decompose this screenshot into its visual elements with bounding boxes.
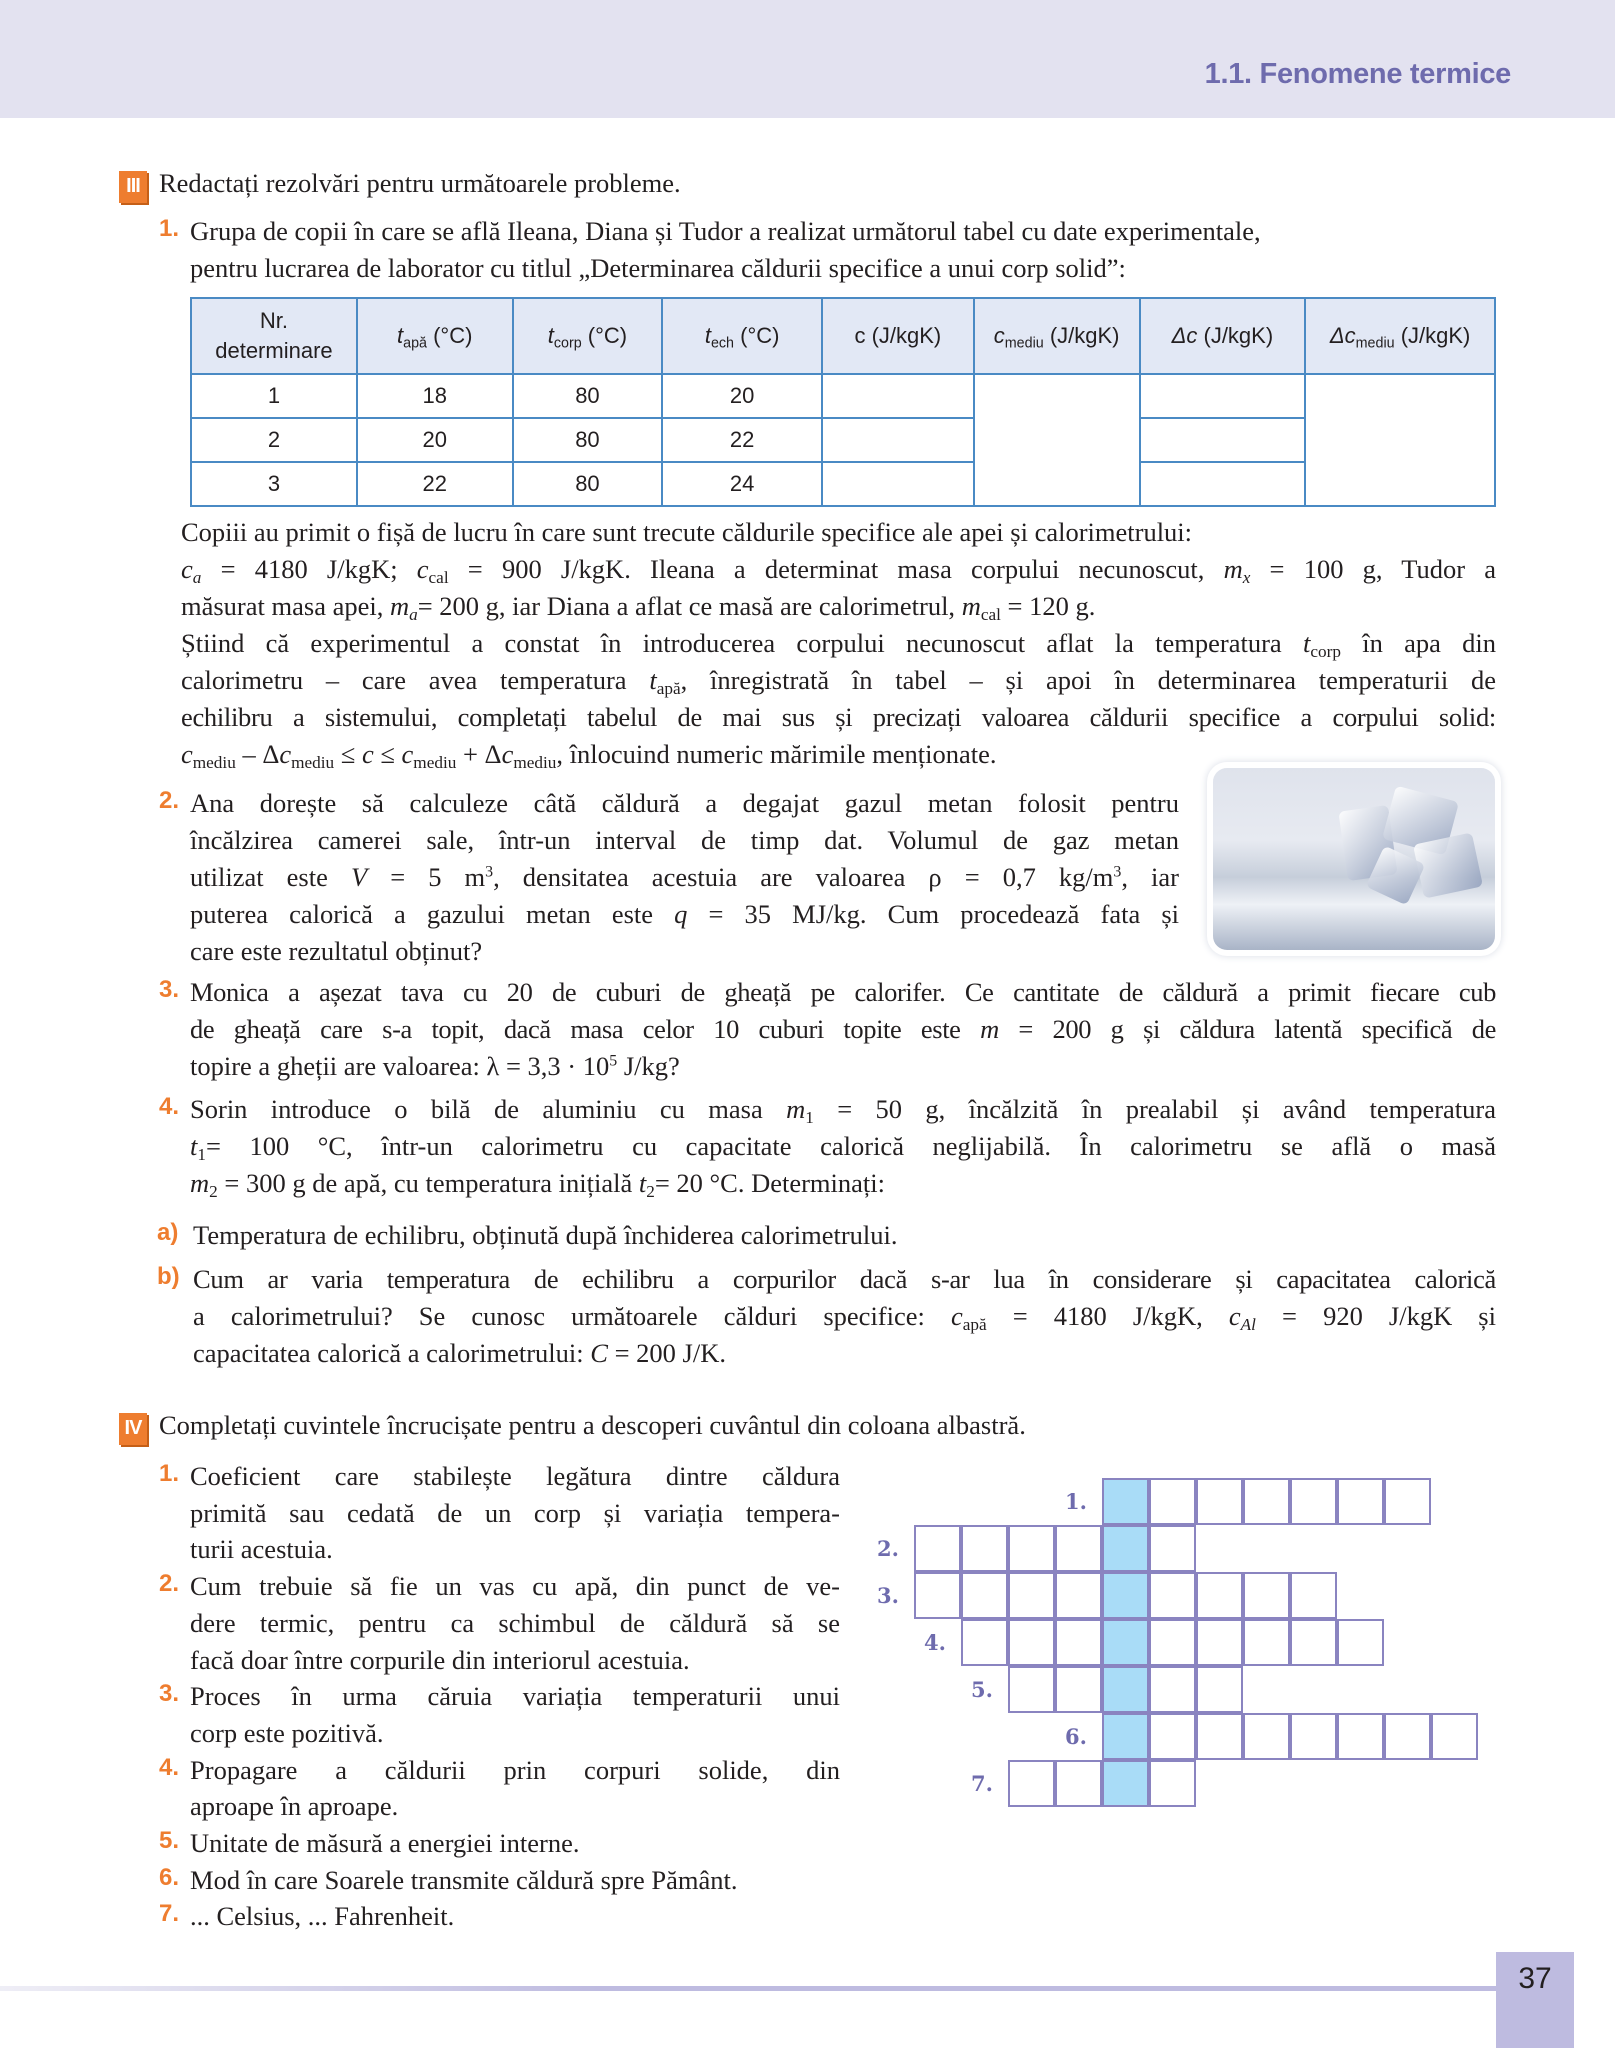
crossword-key-cell[interactable] bbox=[1102, 1666, 1149, 1713]
header-delta-c-mediu: $\Delta c_{mediu}$ (J/kgK) bbox=[1305, 298, 1495, 374]
section-iv-title: Completați cuvintele încrucișate pentru a descoperi cuvântul din coloana albastră. bbox=[159, 1410, 1026, 1440]
crossword-cell[interactable] bbox=[1008, 1760, 1055, 1807]
cell-delta-c-mediu[interactable] bbox=[1305, 374, 1495, 506]
cell-c-mediu[interactable] bbox=[974, 374, 1140, 506]
cell-t-corp: 80 bbox=[513, 418, 663, 462]
crossword-row-label: 5. bbox=[971, 1677, 993, 1702]
clue-text: Proces în urma căruia variația temperaturii unui corp este pozitivă. bbox=[190, 1681, 840, 1748]
cell-t-ech: 22 bbox=[662, 418, 822, 462]
header-band bbox=[0, 0, 1615, 118]
crossword-cell[interactable] bbox=[1337, 1619, 1384, 1666]
crossword-cell[interactable] bbox=[1149, 1666, 1196, 1713]
crossword-cell[interactable] bbox=[1337, 1478, 1384, 1525]
clue-number: 6. bbox=[159, 1863, 180, 1891]
crossword-cell[interactable] bbox=[1196, 1666, 1243, 1713]
crossword-key-cell[interactable] bbox=[1102, 1525, 1149, 1572]
clue-number: 2. bbox=[159, 1570, 180, 1598]
crossword-cell[interactable] bbox=[1337, 1713, 1384, 1760]
crossword-row-label: 6. bbox=[1065, 1724, 1087, 1749]
crossword-key-cell[interactable] bbox=[1102, 1760, 1149, 1807]
chapter-title: 1.1. Fenomene termice bbox=[1204, 58, 1511, 90]
clue-number: 4. bbox=[159, 1753, 180, 1781]
clue-text: Propagare a căldurii prin corpuri solide, din aproape în aproape. bbox=[190, 1754, 840, 1822]
section-iii-title: Redactați rezolvări pentru următoarele probleme. bbox=[159, 168, 681, 198]
problem-1-intro-line2: pentru lucrarea de laborator cu titlul „Determinarea căldurii specifice a unui corp solid”: bbox=[190, 253, 1126, 283]
ice-cubes-photo bbox=[1213, 768, 1495, 950]
crossword-row-label: 3. bbox=[877, 1583, 899, 1608]
section-badge-iii: III bbox=[119, 171, 147, 203]
footer-line bbox=[0, 1986, 1496, 1991]
cell-c[interactable] bbox=[822, 462, 974, 506]
header-delta-c: Δc (J/kgK) bbox=[1140, 298, 1306, 374]
crossword-row-label: 4. bbox=[924, 1630, 946, 1655]
clue-number: 5. bbox=[159, 1827, 180, 1854]
crossword-cell[interactable] bbox=[961, 1525, 1008, 1572]
crossword-cell[interactable] bbox=[1290, 1478, 1337, 1525]
page-number: 37 bbox=[1518, 1962, 1552, 1995]
crossword-cell[interactable] bbox=[1290, 1619, 1337, 1666]
clue-number: 1. bbox=[159, 1460, 180, 1487]
cell-t-ech: 20 bbox=[662, 374, 822, 418]
cell-t-apa: 22 bbox=[357, 462, 513, 506]
problem-number: 1. bbox=[159, 215, 180, 242]
clue-text: Unitate de măsură a energiei interne. bbox=[190, 1828, 580, 1858]
crossword-cell[interactable] bbox=[914, 1572, 961, 1619]
header-t-apa: $t_{apă}$ (°C) bbox=[357, 298, 513, 374]
cell-delta-c[interactable] bbox=[1140, 374, 1306, 418]
crossword-cell[interactable] bbox=[1196, 1478, 1243, 1525]
cell-t-corp: 80 bbox=[513, 462, 663, 506]
crossword-cell[interactable] bbox=[1196, 1619, 1243, 1666]
header-c-mediu: $c_{mediu}$ (J/kgK) bbox=[974, 298, 1140, 374]
clue-number: 7. bbox=[159, 1900, 180, 1928]
crossword-cell[interactable] bbox=[1055, 1760, 1102, 1807]
clue-number: 3. bbox=[159, 1680, 180, 1708]
crossword-cell[interactable] bbox=[1149, 1525, 1196, 1572]
cell-t-apa: 20 bbox=[357, 418, 513, 462]
crossword-cell[interactable] bbox=[1149, 1572, 1196, 1619]
cell-nr: 2 bbox=[191, 418, 357, 462]
page-number-box bbox=[1496, 1952, 1574, 2048]
problem-1-intro-line1: Grupa de copii în care se află Ileana, Diana și Tudor a realizat următorul tabel cu date experimentale, bbox=[190, 216, 1261, 246]
cell-t-ech: 24 bbox=[662, 462, 822, 506]
crossword-cell[interactable] bbox=[1149, 1760, 1196, 1807]
experiment-table bbox=[190, 297, 1496, 507]
header-nr-determinare: Nr. determinare bbox=[191, 298, 357, 374]
clue-text: Cum trebuie să fie un vas cu apă, din punct de ve- dere termic, pentru ca schimbul de căldură să se facă doar între corpurile din interiorul acestuia. bbox=[190, 1571, 840, 1675]
crossword-cell[interactable] bbox=[1149, 1478, 1196, 1525]
crossword-cell[interactable] bbox=[1055, 1666, 1102, 1713]
crossword-cell[interactable] bbox=[1196, 1713, 1243, 1760]
crossword-cell[interactable] bbox=[1243, 1572, 1290, 1619]
crossword-cell[interactable] bbox=[1384, 1713, 1431, 1760]
table-row bbox=[191, 418, 1495, 462]
crossword-cell[interactable] bbox=[1008, 1525, 1055, 1572]
header-t-corp: $t_{corp}$ (°C) bbox=[513, 298, 663, 374]
clue-text: Coeficient care stabilește legătura dintre căldura primită sau cedată de un corp și variația tempera- turii acestuia. bbox=[190, 1461, 840, 1565]
crossword-cell[interactable] bbox=[1149, 1713, 1196, 1760]
cell-c[interactable] bbox=[822, 374, 974, 418]
inequality-formula: $c_{mediu} - \Delta c_{mediu} \le c \le c_{mediu} + \Delta c_{mediu}$, înlocuind numeric mărimile menționate. bbox=[181, 739, 997, 773]
header-c: c (J/kgK) bbox=[822, 298, 974, 374]
crossword-cell[interactable] bbox=[1243, 1619, 1290, 1666]
crossword-cell[interactable] bbox=[1055, 1619, 1102, 1666]
table-row bbox=[191, 374, 1495, 418]
crossword-cell[interactable] bbox=[1055, 1525, 1102, 1572]
clue-text: ... Celsius, ... Fahrenheit. bbox=[190, 1901, 455, 1932]
crossword-row-label: 1. bbox=[1065, 1489, 1087, 1514]
crossword-cell[interactable] bbox=[1008, 1666, 1055, 1713]
crossword-cell[interactable] bbox=[961, 1619, 1008, 1666]
crossword-cell[interactable] bbox=[1243, 1478, 1290, 1525]
problem-1-body: Copiii au primit o fișă de lucru în care sunt trecute căldurile specifice ale apei și calorimetrului: $c_a = 4180$ J/kgK; $c_{cal} = 900$ J/kgK. Ileana a determinat masa corpului necunoscut, $m_x = 100$ g, Tudor a măsurat masa apei, $m_a= 200$ g, iar Diana a aflat ce masă are calorimetrul, $m_{cal} = 120$ g. Știind că experimentul a constat în introducerea corpului necunoscut aflat la temperatura $t_{corp}$ în apa din calorimetru – care avea temperatura $t_{apă}$, înregistrată în tabel – și apoi în determinarea temperaturii de echilibru a sistemului, completați tabelul de mai sus și precizați valoarea căldurii specifice a corpului solid: $c_{mediu} - \Delta c_{mediu} \le c \le c_{mediu} + \Delta c_{mediu}$, înlocuind numeric mărimile menționate. bbox=[181, 517, 1497, 773]
crossword-cell[interactable] bbox=[1431, 1713, 1478, 1760]
cell-delta-c[interactable] bbox=[1140, 462, 1306, 506]
cell-delta-c[interactable] bbox=[1140, 418, 1306, 462]
cell-nr: 3 bbox=[191, 462, 357, 506]
crossword-row-label: 7. bbox=[971, 1771, 993, 1796]
cell-nr: 1 bbox=[191, 374, 357, 418]
crossword-row-label: 2. bbox=[877, 1536, 899, 1561]
crossword-cell[interactable] bbox=[1149, 1619, 1196, 1666]
cell-t-corp: 80 bbox=[513, 374, 663, 418]
crossword-key-cell[interactable] bbox=[1102, 1478, 1149, 1525]
crossword-cell[interactable] bbox=[1384, 1478, 1431, 1525]
crossword-cell[interactable] bbox=[1055, 1572, 1102, 1619]
header-t-ech: $t_{ech}$ (°C) bbox=[662, 298, 822, 374]
section-badge-iv: IV bbox=[119, 1413, 147, 1445]
crossword-cell[interactable] bbox=[1008, 1619, 1055, 1666]
clue-text: Mod în care Soarele transmite căldură spre Pământ. bbox=[190, 1864, 738, 1895]
cell-t-apa: 18 bbox=[357, 374, 513, 418]
table-header-row bbox=[191, 298, 1495, 374]
crossword-cell[interactable] bbox=[1290, 1572, 1337, 1619]
table-row bbox=[191, 462, 1495, 506]
crossword-cell[interactable] bbox=[914, 1525, 961, 1572]
crossword-key-cell[interactable] bbox=[1102, 1713, 1149, 1760]
crossword-cell[interactable] bbox=[1290, 1713, 1337, 1760]
crossword-cell[interactable] bbox=[1196, 1572, 1243, 1619]
cell-c[interactable] bbox=[822, 418, 974, 462]
crossword-cell[interactable] bbox=[961, 1572, 1008, 1619]
crossword-cell[interactable] bbox=[1008, 1572, 1055, 1619]
crossword-cell[interactable] bbox=[1243, 1713, 1290, 1760]
crossword-key-cell[interactable] bbox=[1102, 1572, 1149, 1619]
crossword-key-cell[interactable] bbox=[1102, 1619, 1149, 1666]
